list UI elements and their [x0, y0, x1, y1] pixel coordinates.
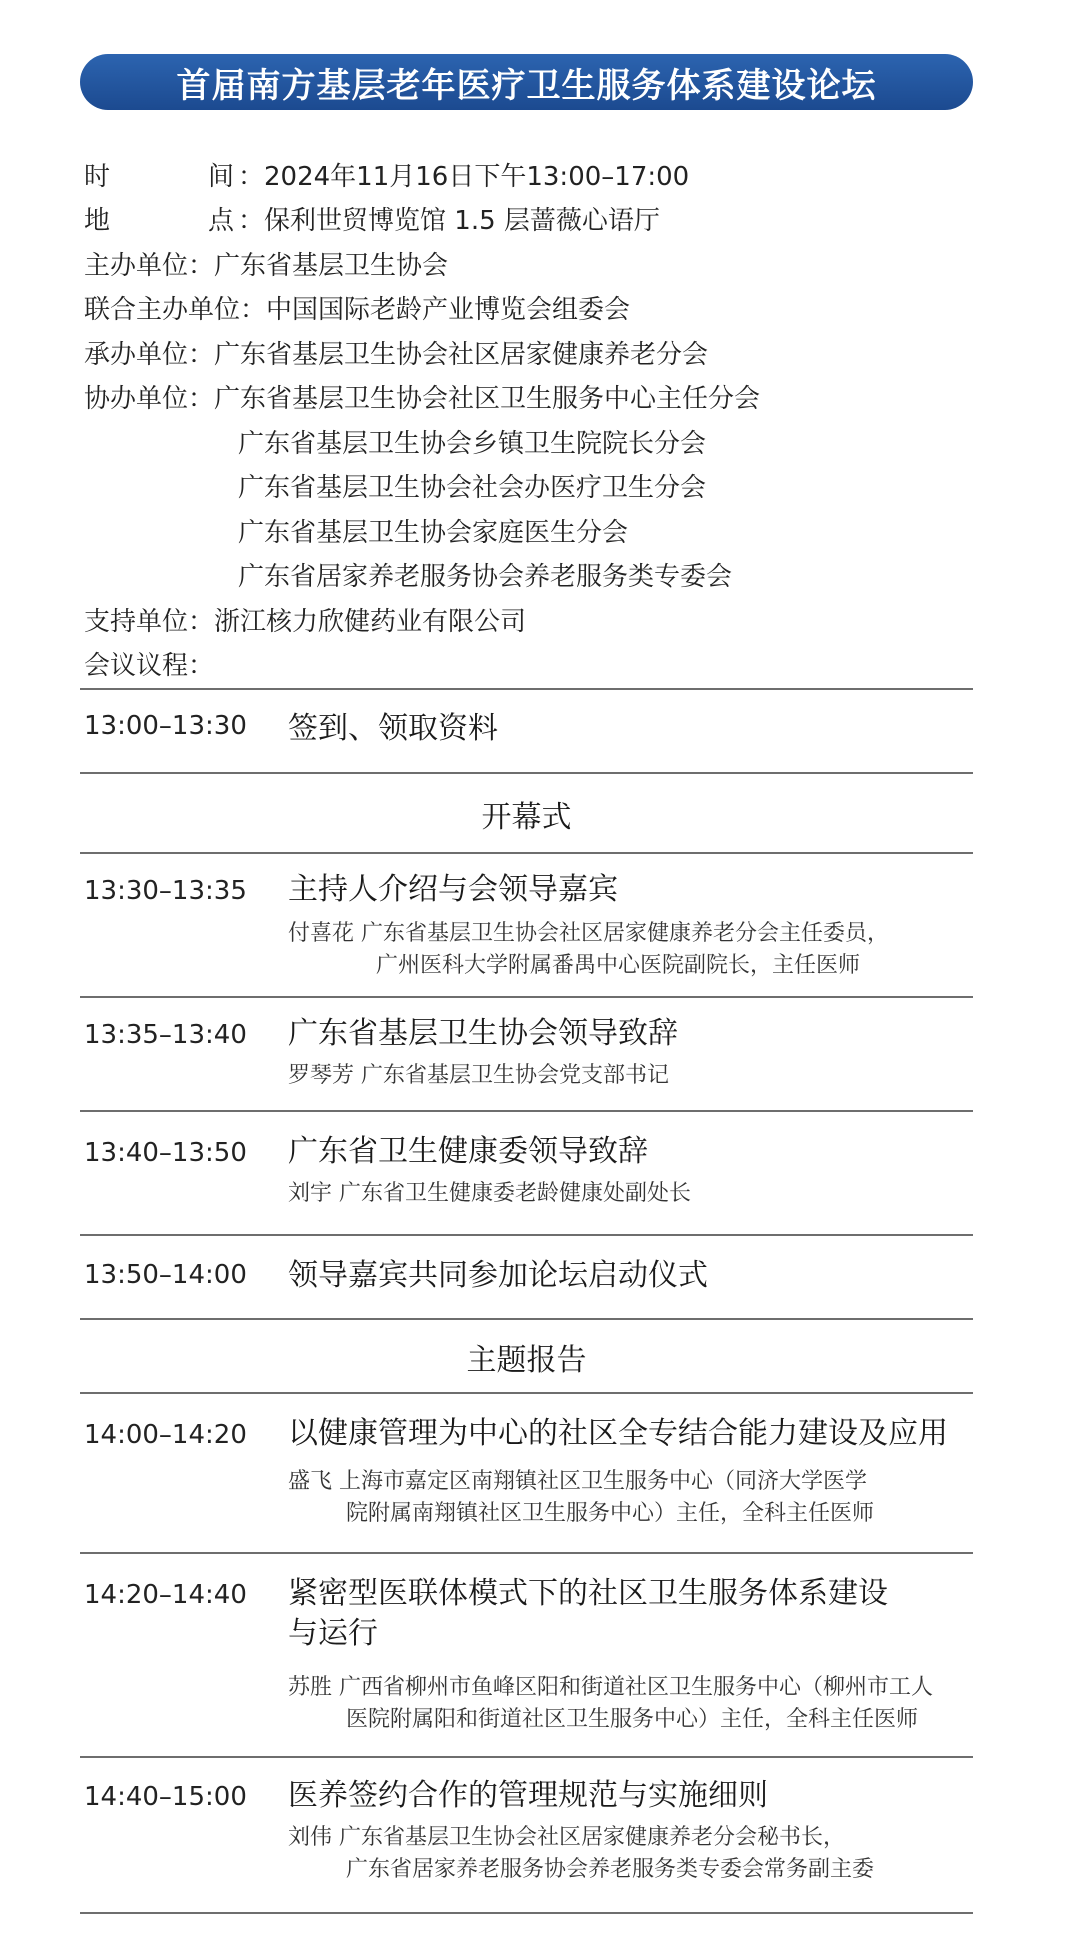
section-row — [80, 1320, 973, 1392]
cohost-value: 中国国际老龄产业博览会组委会 — [266, 295, 631, 326]
agenda-time: 13:50–14:00 — [84, 1260, 247, 1290]
agenda-time: 13:00–13:30 — [84, 711, 247, 741]
agenda-row — [80, 1394, 973, 1552]
agenda-label: 会议议程 — [84, 651, 189, 682]
agenda-row — [80, 690, 973, 772]
agenda-time: 14:20–14:40 — [84, 1580, 247, 1610]
divider — [80, 1912, 973, 1914]
agenda-row — [80, 1758, 973, 1912]
info-row-host: 主办单位 ： 广东省基层卫生协会 — [84, 241, 984, 286]
agenda-row — [80, 854, 973, 996]
assist-value: 广东省基层卫生协会乡镇卫生院院长分会 — [238, 428, 707, 459]
info-row-cohost: 联合主办单位 ： 中国国际老龄产业博览会组委会 — [84, 286, 984, 331]
section-title: 主题报告 — [466, 1343, 587, 1378]
agenda-topic: 医养签约合作的管理规范与实施细则 — [288, 1778, 768, 1813]
agenda-table — [80, 688, 973, 1914]
info-section — [84, 152, 984, 686]
section-title: 开幕式 — [481, 800, 572, 835]
agenda-topic: 广东省卫生健康委领导致辞 — [288, 1134, 648, 1169]
support-label: 支持单位 — [84, 606, 189, 637]
assist-value: 广东省基层卫生协会家庭医生分会 — [238, 517, 629, 548]
organizer-label: 承办单位 — [84, 339, 189, 370]
agenda-speaker: 刘伟 广东省基层卫生协会社区居家健康养老分会秘书长， 广东省居家养老服务协会养老服务类专委会常务副主委 — [288, 1825, 875, 1882]
assist-label: 协办单位 — [84, 384, 189, 415]
forum-title: 首届南方基层老年医疗卫生服务体系建设论坛 — [176, 65, 877, 106]
agenda-topic: 广东省基层卫生协会领导致辞 — [288, 1016, 678, 1051]
agenda-time: 13:40–13:50 — [84, 1138, 247, 1168]
info-row-assist-5 — [84, 553, 984, 598]
agenda-topic: 签到、领取资料 — [288, 711, 498, 746]
agenda-speaker: 刘宇 广东省卫生健康委老龄健康处副处长 — [288, 1181, 691, 1206]
cohost-label: 联合主办单位 — [84, 295, 241, 326]
agenda-row — [80, 1236, 973, 1318]
info-row-assist: 协办单位 ： 广东省基层卫生协会社区卫生服务中心主任分会 — [84, 375, 984, 420]
agenda-speaker: 盛飞 上海市嘉定区南翔镇社区卫生服务中心（同济大学医学 院附属南翔镇社区卫生服务中心）主任，全科主任医师 — [288, 1469, 875, 1526]
agenda-time: 13:30–13:35 — [84, 876, 247, 906]
place-label: 地 点 — [84, 206, 234, 237]
time-label: 时 间 — [84, 161, 234, 192]
info-row-time: 时 间 ： 2024年11月16日下午13:00–17:00 — [84, 152, 984, 197]
support-value: 浙江核力欣健药业有限公司 — [214, 606, 527, 637]
agenda-topic: 紧密型医联体模式下的社区卫生服务体系建设 与运行 — [288, 1576, 888, 1651]
organizer-value: 广东省基层卫生协会社区居家健康养老分会 — [214, 339, 709, 370]
info-row-organizer: 承办单位 ： 广东省基层卫生协会社区居家健康养老分会 — [84, 330, 984, 375]
agenda-topic: 主持人介绍与会领导嘉宾 — [288, 872, 618, 907]
agenda-speaker: 付喜花 广东省基层卫生协会社区居家健康养老分会主任委员， 广州医科大学附属番禺中心医院副院长，主任医师 — [288, 921, 889, 978]
agenda-time: 13:35–13:40 — [84, 1020, 247, 1050]
agenda-row — [80, 998, 973, 1110]
host-value: 广东省基层卫生协会 — [214, 250, 449, 281]
agenda-time: 14:40–15:00 — [84, 1782, 247, 1812]
info-row-support: 支持单位 ： 浙江核力欣健药业有限公司 — [84, 597, 984, 642]
assist-value: 广东省居家养老服务协会养老服务类专委会 — [238, 562, 733, 593]
agenda-topic: 领导嘉宾共同参加论坛启动仪式 — [288, 1258, 708, 1293]
info-row-agenda: 会议议程 ： — [84, 642, 984, 687]
agenda-speaker: 苏胜 广西省柳州市鱼峰区阳和街道社区卫生服务中心（柳州市工人 医院附属阳和街道社区卫生服务中心）主任，全科主任医师 — [288, 1675, 933, 1732]
assist-value: 广东省基层卫生协会社会办医疗卫生分会 — [238, 473, 707, 504]
agenda-speaker: 罗琴芳 广东省基层卫生协会党支部书记 — [288, 1063, 669, 1088]
place-value: 保利世贸博览馆 1.5 层蔷薇心语厅 — [264, 206, 660, 237]
time-value: 2024年11月16日下午13:00–17:00 — [264, 161, 690, 192]
info-row-assist-4 — [84, 508, 984, 553]
agenda-time: 14:00–14:20 — [84, 1420, 247, 1450]
info-row-assist-2 — [84, 419, 984, 464]
info-row-place: 地 点 ： 保利世贸博览馆 1.5 层蔷薇心语厅 — [84, 197, 984, 242]
forum-title-banner — [80, 54, 973, 110]
info-row-assist-3 — [84, 464, 984, 509]
agenda-topic: 以健康管理为中心的社区全专结合能力建设及应用 — [288, 1416, 948, 1451]
section-row — [80, 774, 973, 852]
agenda-row — [80, 1112, 973, 1234]
host-label: 主办单位 — [84, 250, 189, 281]
assist-value: 广东省基层卫生协会社区卫生服务中心主任分会 — [214, 384, 761, 415]
agenda-row — [80, 1554, 973, 1756]
